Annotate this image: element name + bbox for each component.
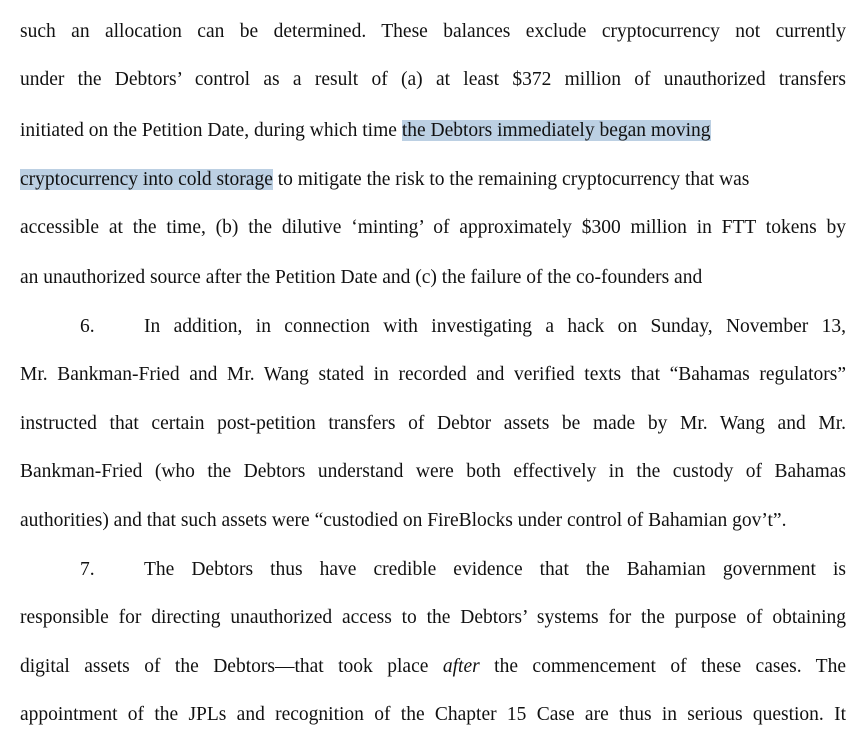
text-span: The Debtors thus have credible evidence that the Bahamian government is <box>144 559 846 580</box>
text-line-4 <box>20 167 846 193</box>
highlighted-text: cryptocurrency into cold storage <box>20 169 273 190</box>
text-span: Mr. Bankman-Fried and Mr. Wang stated in recorded and verified texts that “Bahamas regulators” <box>20 364 846 385</box>
text-line-6 <box>20 265 846 291</box>
highlighted-text: the Debtors immediately began moving <box>401 120 711 141</box>
text-span: the commencement of these cases. The <box>479 656 846 677</box>
paragraph-6-first-line <box>20 314 846 340</box>
text-span: an unauthorized source after the Petition Date and (c) the failure of the co-founders and <box>20 267 703 288</box>
italic-text: after <box>442 656 480 677</box>
text-span: initiated on the Petition Date, during which time <box>20 120 402 141</box>
paragraph-6-line-5 <box>20 508 846 534</box>
text-span: In addition, in connection with investigating a hack on Sunday, November 13, <box>144 316 846 337</box>
paragraph-number: 7. <box>80 559 95 580</box>
text-span: digital assets of the Debtors—that took place <box>20 656 443 677</box>
paragraph-7-first-line <box>20 557 846 583</box>
text-span: Bankman-Fried (who the Debtors understand were both effectively in the custody of Bahamas <box>20 461 846 482</box>
text-line-3 <box>20 118 846 144</box>
text-line-5 <box>20 215 846 241</box>
text-span: instructed that certain post-petition transfers of Debtor assets be made by Mr. Wang and Mr. <box>20 413 846 434</box>
paragraph-7-line-2 <box>20 605 846 631</box>
text-span: appointment of the JPLs and recognition of the Chapter 15 Case are thus in serious question. It <box>20 704 846 725</box>
paragraph-7-line-3 <box>20 654 846 680</box>
text-span: such an allocation can be determined. These balances exclude cryptocurrency not currently <box>20 21 846 42</box>
text-line-1 <box>20 19 846 45</box>
text-span: authorities) and that such assets were “custodied on FireBlocks under control of Bahamian gov’t”. <box>20 510 787 531</box>
text-span: responsible for directing unauthorized access to the Debtors’ systems for the purpose of obtaining <box>20 607 846 628</box>
paragraph-number: 6. <box>80 316 95 337</box>
paragraph-6-line-3 <box>20 411 846 437</box>
text-span: under the Debtors’ control as a result of (a) at least $372 million of unauthorized transfers <box>20 69 846 90</box>
paragraph-6-line-2 <box>20 362 846 388</box>
paragraph-6-line-4 <box>20 459 846 485</box>
text-line-2 <box>20 67 846 93</box>
text-span: to mitigate the risk to the remaining cryptocurrency that was <box>272 169 750 190</box>
text-span: accessible at the time, (b) the dilutive ‘minting’ of approximately $300 million in FTT tokens by <box>20 217 846 238</box>
paragraph-7-line-4 <box>20 702 846 728</box>
